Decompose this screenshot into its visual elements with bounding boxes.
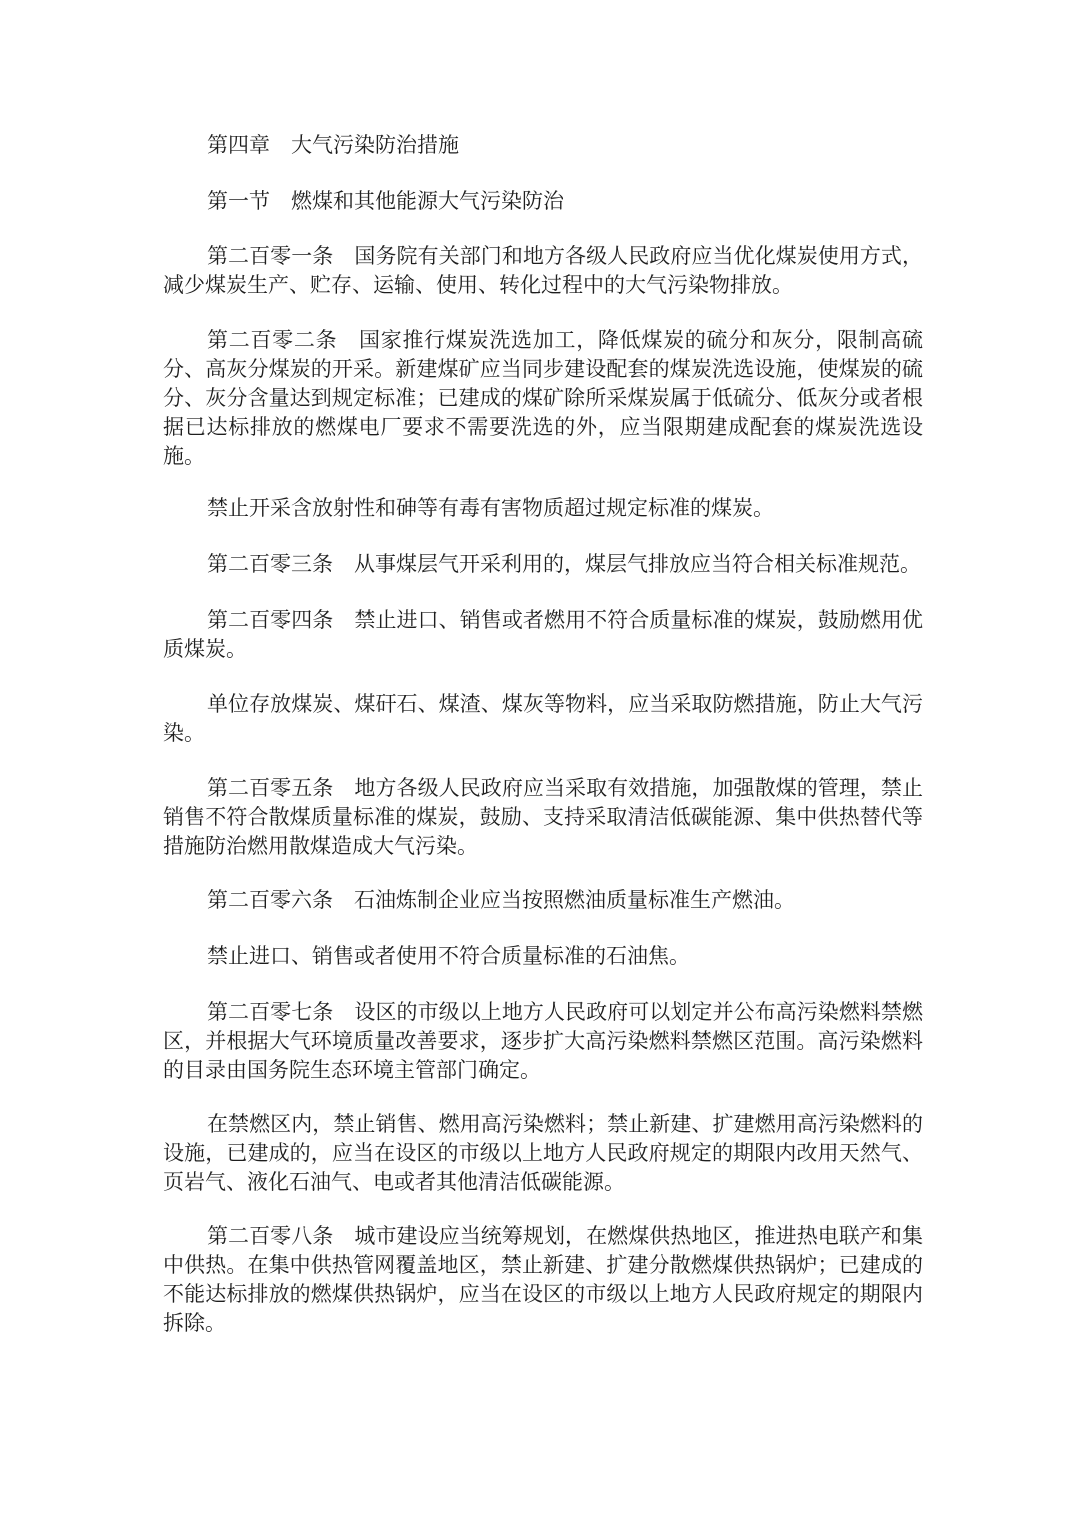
article-207-clause-2: 在禁燃区内，禁止销售、燃用高污染燃料；禁止新建、扩建燃用高污染燃料的设施，已建成的，应当在设区的市级以上地方人民政府规定的期限内改用天然气、页岩气、液化石油气、电或者其他清洁低碳能源。 xyxy=(163,1112,923,1194)
article-204: 第二百零四条 禁止进口、销售或者燃用不符合质量标准的煤炭，鼓励燃用优质煤炭。 xyxy=(163,608,923,661)
article-202-clause-2: 禁止开采含放射性和砷等有毒有害物质超过规定标准的煤炭。 xyxy=(207,496,774,520)
article-205: 第二百零五条 地方各级人民政府应当采取有效措施，加强散煤的管理，禁止销售不符合散煤质量标准的煤炭，鼓励、支持采取清洁低碳能源、集中供热替代等措施防治燃用散煤造成大气污染。 xyxy=(163,776,923,858)
article-201: 第二百零一条 国务院有关部门和地方各级人民政府应当优化煤炭使用方式，减少煤炭生产、贮存、运输、使用、转化过程中的大气污染物排放。 xyxy=(163,244,923,297)
section-title: 第一节 燃煤和其他能源大气污染防治 xyxy=(207,189,564,213)
article-208: 第二百零八条 城市建设应当统筹规划，在燃煤供热地区，推进热电联产和集中供热。在集中供热管网覆盖地区，禁止新建、扩建分散燃煤供热锅炉；已建成的不能达标排放的燃煤供热锅炉，应当在设区的市级以上地方人民政府规定的期限内拆除。 xyxy=(163,1224,923,1335)
article-202: 第二百零二条 国家推行煤炭洗选加工，降低煤炭的硫分和灰分，限制高硫分、高灰分煤炭的开采。新建煤矿应当同步建设配套的煤炭洗选设施，使煤炭的硫分、灰分含量达到规定标准；已建成的煤矿除所采煤炭属于低硫分、低灰分或者根据已达标排放的燃煤电厂要求不需要洗选的外，应当限期建成配套的煤炭洗选设施。 xyxy=(163,328,923,468)
article-207: 第二百零七条 设区的市级以上地方人民政府可以划定并公布高污染燃料禁燃区，并根据大气环境质量改善要求，逐步扩大高污染燃料禁燃区范围。高污染燃料的目录由国务院生态环境主管部门确定。 xyxy=(163,1000,923,1082)
article-206-clause-2: 禁止进口、销售或者使用不符合质量标准的石油焦。 xyxy=(207,944,690,968)
article-204-clause-2: 单位存放煤炭、煤矸石、煤渣、煤灰等物料，应当采取防燃措施，防止大气污染。 xyxy=(163,692,923,745)
chapter-title: 第四章 大气污染防治措施 xyxy=(207,133,459,157)
article-203: 第二百零三条 从事煤层气开采利用的，煤层气排放应当符合相关标准规范。 xyxy=(207,552,921,576)
article-206: 第二百零六条 石油炼制企业应当按照燃油质量标准生产燃油。 xyxy=(207,888,795,912)
